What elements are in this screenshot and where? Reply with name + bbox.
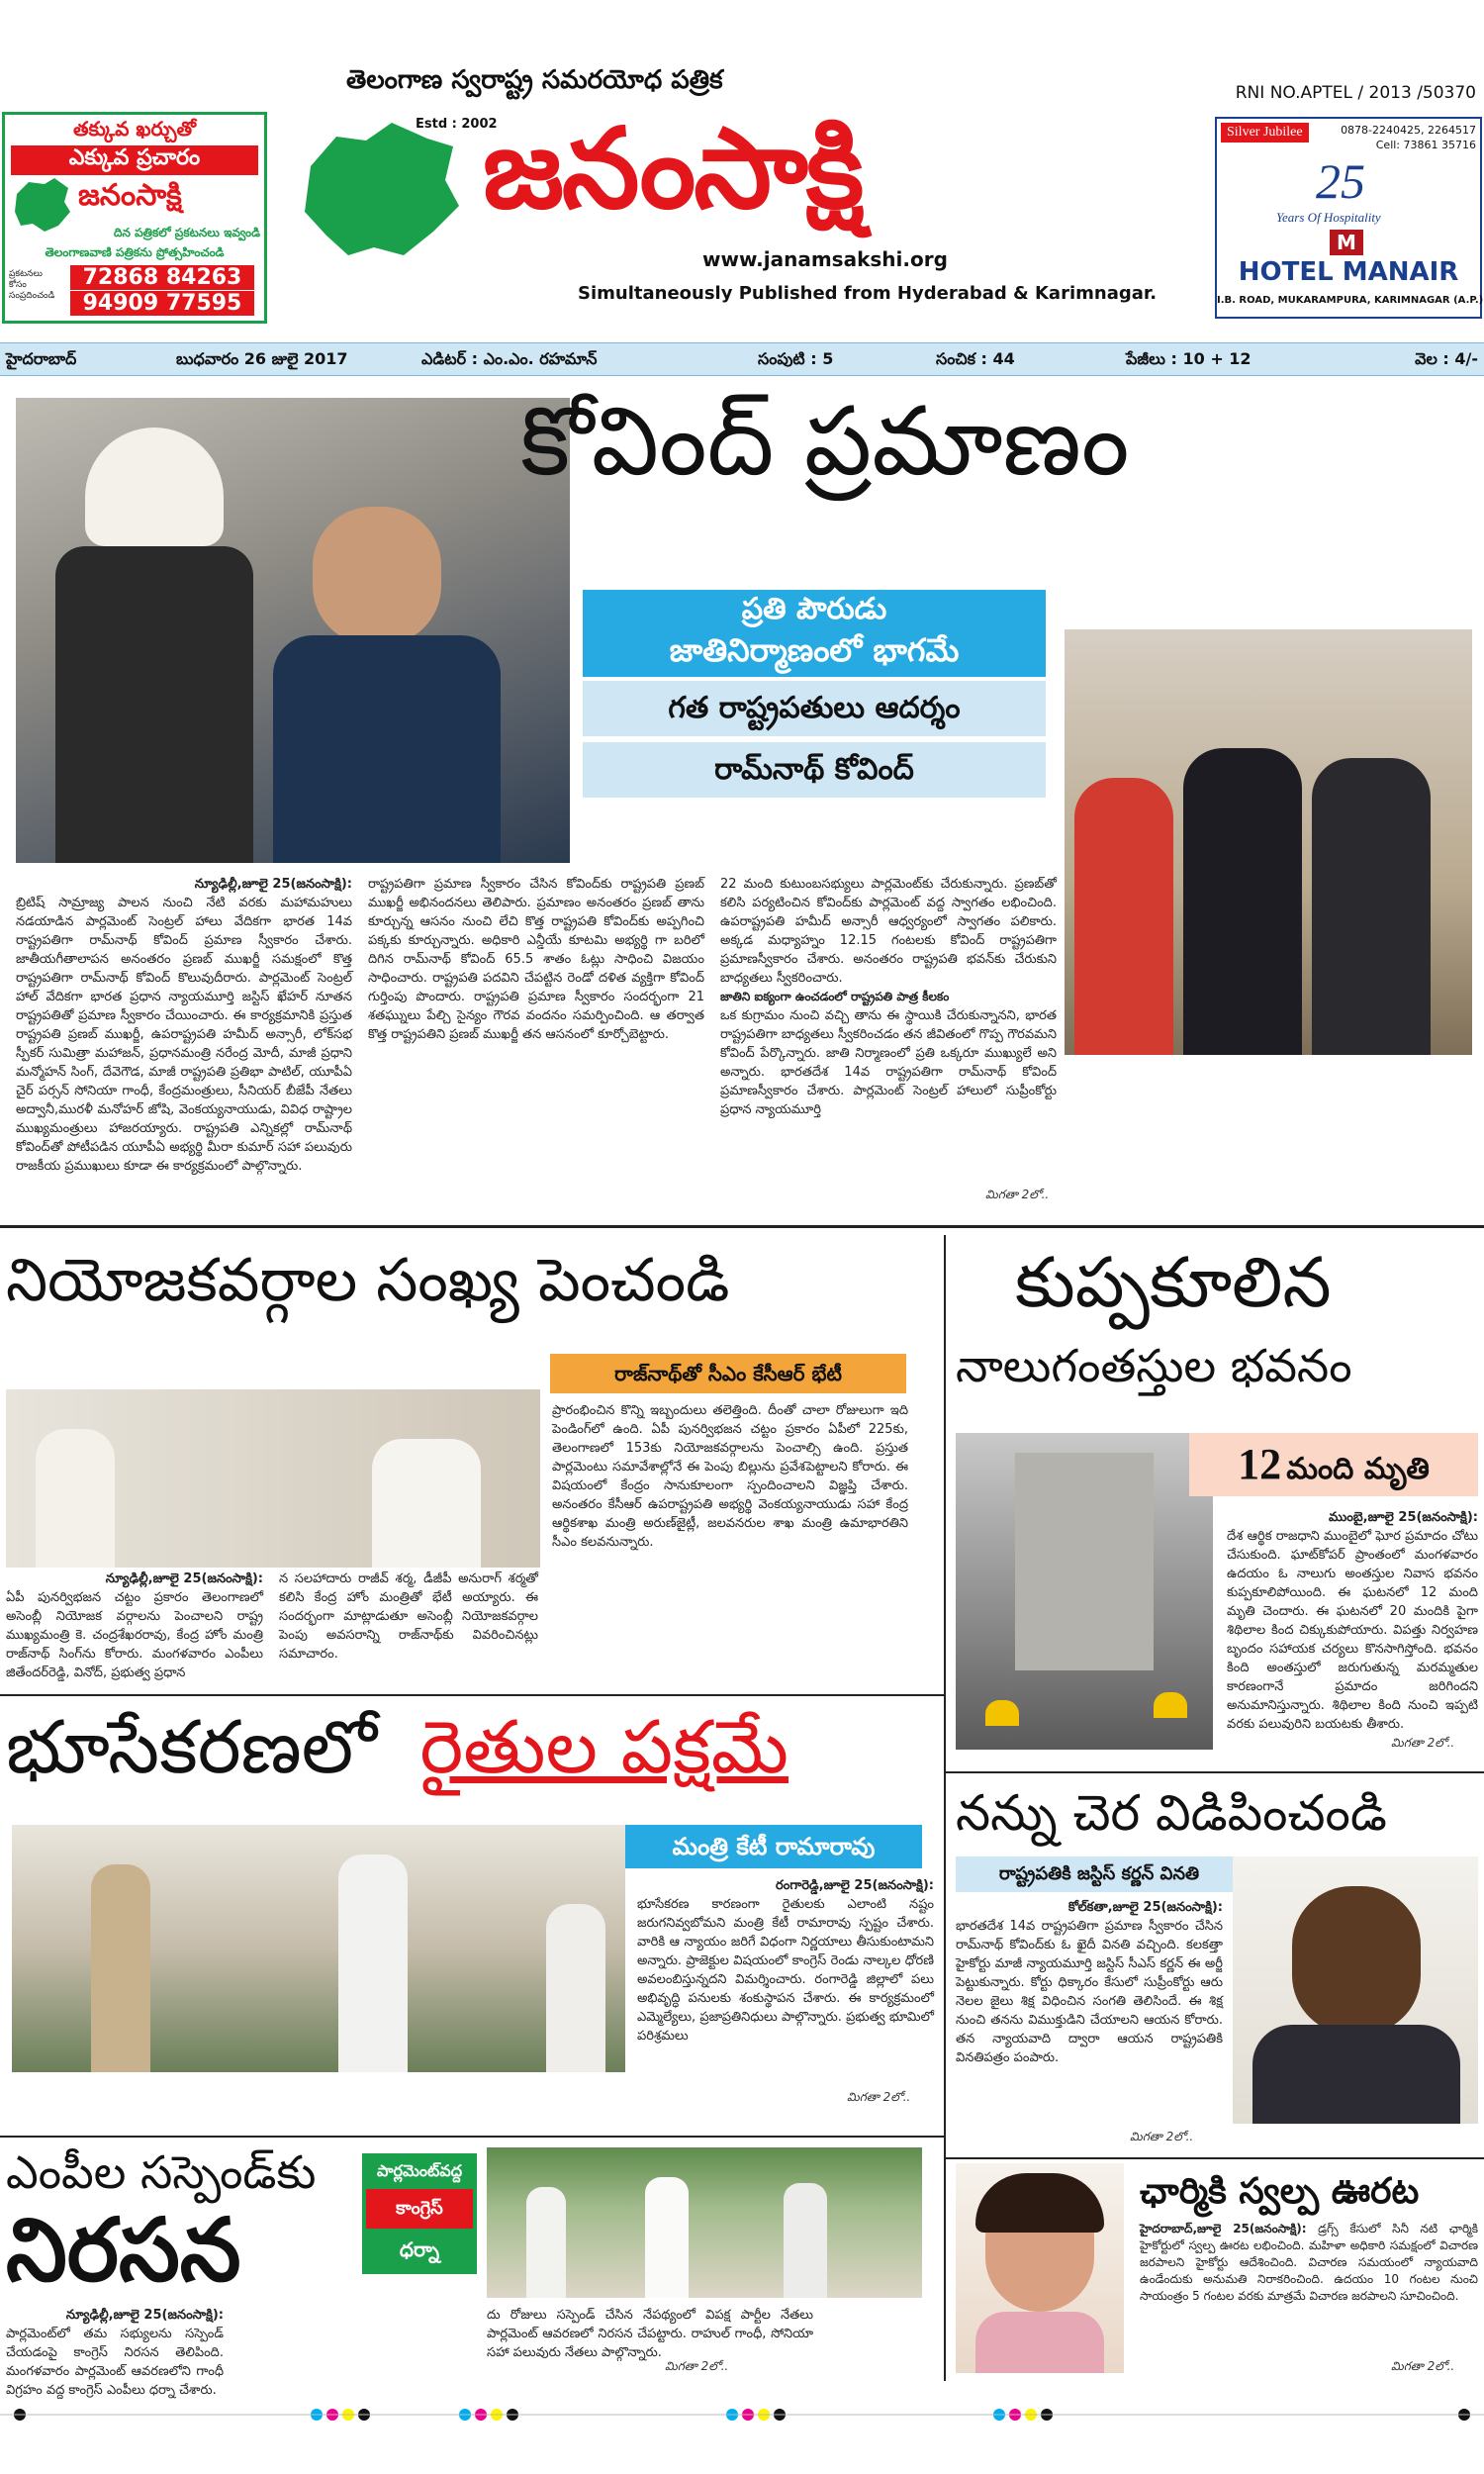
constituency-story	[6, 1235, 936, 1690]
charmi-headline: ఛార్మికి స్వల్ప ఊరట	[1140, 2171, 1420, 2212]
constituency-col-3: ప్రారంభించిన కొన్ని ఇబ్బందులు తలెత్తింది. దీంతో చాలా రోజులుగా ఇది పెండింగ్‌లో ఉంది. ఏపీ పునర్విభజన చట్టం ప్రకారం ఏపీలో 225కు, తెలంగాణలో 153కు నియోజకవర్గాలను పెంచాల్సి ఉంది. ప్రస్తుత పార్లమెంటు సమావేశాల్లోనే ఈ పెంపు బిల్లును ప్రవేశపెట్టాలని కోరారు. ఈ విషయంలో కేంద్రం సానుకూలంగా స్పందించాలని విజ్ఞప్తి చేశారు. అనంతరం కేసీఆర్ ఉపరాష్ట్రపతి అభ్యర్థి వెంకయ్యనాయుడు సహా కేంద్ర ఆర్థికశాఖ మంత్రి అరుణ్‌జైట్లీ, జలవనరుల శాఖ మంత్రి ఉమాభారతిని సీఎం కలవనున్నారు.	[552, 1403, 908, 1550]
masthead	[0, 0, 1484, 336]
land-headline-2: రైతుల పక్షమే	[419, 1705, 789, 1790]
justice-photo	[1233, 1856, 1478, 2124]
ad-right-phones	[1341, 123, 1476, 152]
constituency-headline: నియోజకవర్గాల సంఖ్య పెంచండి	[6, 1246, 730, 1315]
mps-dateline: న్యూఢిల్లీ,జూలై 25(జనంసాక్షి):	[65, 2308, 224, 2323]
lead-col-2: రాష్ట్రపతిగా ప్రమాణ స్వీకారం చేసిన కోవింద్‌కు రాష్ట్రపతి ప్రణబ్ ముఖర్జీ అభినందనలు తెలిపారు. ప్రమాణం అనంతరం ప్రణబ్ తాను కూర్చున్న ఆసనం నుంచి లేచి కొత్త రాష్ట్రపతి కోవింద్‌కు అప్పగించి పక్కకు కూర్చున్నారు. అధికారి ఎన్డీయే కూటమి అభ్యర్థి గా బరిలో దిగిన రామ్‌నాథ్ కోవింద్ 65.5 శాతం ఓట్లు సాధించి విజయం సాధించారు. రాష్ట్రపతి పదవిని చేపట్టిన రెండో దళిత వ్యక్తిగా కోవింద్ గుర్తింపు పొందారు. రాష్ట్రపతి ప్రమాణ స్వీకారం సందర్భంగా 21 శతఘ్నులు పేల్చి సైన్యం గౌరవ వందనం సమర్పించింది. ఆ తర్వాత కొత్త రాష్ట్రపతిని ప్రణబ్ ముఖర్జీ తన ఆసనంలో కూర్చోబెట్టారు.	[368, 877, 704, 1042]
ad-right-address: I.B. ROAD, MUKARAMPURA, KARIMNAGAR (A.P.)	[1217, 295, 1484, 306]
collapse-more: మిగతా 2లో..	[1391, 1736, 1455, 1750]
collapse-deaths-box	[1189, 1433, 1478, 1496]
info-price: వెల : 4/-	[1415, 349, 1478, 368]
land-more: మిగతా 2లో..	[847, 2090, 911, 2104]
mps-col1-text: పార్లమెంట్‌లో తమ సభ్యులను సస్పెండ్ చేయడంపై కాంగ్రెస్ నిరసన తెలిపింది. మంగళవారం పార్లమెంట్ ఆవరణలోని గాంధీ విగ్రహం వద్ద కాంగ్రెస్ ఎంపీలు ధర్నా చేశారు.	[6, 2327, 224, 2398]
ad-left	[2, 112, 267, 324]
divider-land	[0, 2136, 944, 2138]
masthead-rni: RNI NO.APTEL / 2013 /50370	[1235, 83, 1476, 103]
mps-headline-1: ఎంపీల సస్పెండ్‌కు	[6, 2145, 317, 2199]
collapse-photo	[956, 1433, 1213, 1750]
ad-left-label-ad: ప్రకటనలు	[9, 269, 43, 279]
divider-justice	[946, 2157, 1484, 2159]
mps-tag-2: కాంగ్రెస్	[366, 2189, 473, 2229]
mps-col-1	[6, 2306, 224, 2398]
lead-subhead: జాతిని ఐక్యంగా ఉంచడంలో రాష్ట్రపతి పాత్ర కీలకం	[720, 990, 950, 1003]
lead-story	[6, 382, 1478, 1213]
justice-dateline: కోల్‌కతా,జూలై 25(జనంసాక్షి):	[1067, 1900, 1223, 1915]
mps-headline-2: నిరసన	[6, 2199, 241, 2301]
info-date: బుధవారం 26 జులై 2017	[176, 349, 348, 368]
lead-quote-4: రామ్‌నాథ్ కోవింద్	[583, 742, 1046, 798]
mps-photo	[487, 2147, 922, 2298]
land-headline-1: భూసేకరణలో	[6, 1705, 377, 1790]
ad-right-hotel: HOTEL MANAIR	[1238, 257, 1459, 287]
constituency-photo	[6, 1389, 540, 1568]
hotel-logo-icon: M	[1330, 230, 1363, 255]
collapse-headline-2: నాలుగంతస్తుల భవనం	[956, 1339, 1352, 1392]
constituency-tag: రాజ్‌నాథ్‌తో సీఎం కేసీఆర్ భేటీ	[550, 1354, 906, 1393]
lead-photo-wave	[1065, 629, 1472, 1055]
justice-body	[956, 1898, 1223, 2132]
lead-col-1	[16, 875, 352, 1172]
land-photo	[12, 1825, 625, 2072]
lead-quote-3: గత రాష్ట్రపతులు ఆదర్శం	[583, 681, 1046, 736]
masthead-website: www.janamsakshi.org	[702, 247, 948, 271]
masthead-title: జనంసాక్షి	[483, 105, 863, 234]
mps-col-2: దు రోజులు సస్పెండ్ చేసిన నేపథ్యంలో విపక్ష పార్టీల నేతలు పార్లమెంట్ ఆవరణలో నిరసన చేపట్టారు. రాహుల్ గాంధీ, సోనియా సహా పలువురు నేతలు పాల్గొన్నారు.	[487, 2308, 813, 2360]
lead-quote-box	[583, 590, 1046, 677]
masthead-tagline: తెలంగాణ స్వరాష్ట్ర సమరయోధ పత్రిక	[346, 65, 723, 95]
ad-right-cell: Cell: 73861 35716	[1375, 139, 1476, 151]
land-body	[637, 1876, 934, 2084]
collapse-body-text: దేశ ఆర్థిక రాజధాని ముంబైలో ఘోర ప్రమాదం చోటు చేసుకుంది. ఘాట్‌కోపర్ ప్రాంతంలో మంగళవారం ఉదయం ఓ నాలుగు అంతస్తుల నివాస భవనం కుప్పకూలిపోయింది. ఈ ఘటనలో 12 మంది మృతి చెందారు. ఈ ఘటనలో 20 మందికి పైగా శిథిలాల కింద చిక్కుకుపోయారు. విపత్తు నిర్వహణ బృందం సహాయక చర్యలు కొనసాగిస్తోంది. భవనం కింది అంతస్తులో జరుగుతున్న మరమ్మతుల కారణంగానే ప్రమాదం జరిగిందని అనుమానిస్తున్నారు. శిథిలాల కింది నుంచి ఇప్పటి వరకు పలువురిని బయటకు తీశారు.	[1227, 1529, 1478, 1732]
collapse-story	[956, 1235, 1478, 1769]
land-tag: మంత్రి కేటీ రామారావు	[625, 1825, 922, 1868]
land-story	[6, 1698, 936, 2126]
info-bar	[0, 342, 1484, 376]
charmi-dateline: హైదరాబాద్,జూలై 25(జనంసాక్షి):	[1140, 2222, 1307, 2236]
justice-body-text: భారతదేశ 14వ రాష్ట్రపతిగా ప్రమాణ స్వీకారం చేసిన రామ్‌నాథ్ కోవింద్‌కు ఓ ఖైదీ వినతి వచ్చింది. కలకత్తా హైకోర్టు మాజీ న్యాయమూర్తి జస్టిస్ సీఎస్ కర్ణన్ ఈ అర్జీ పెట్టుకున్నారు. కోర్టు ధిక్కారం కేసులో సుప్రీంకోర్టు ఆరు నెలల జైలు శిక్ష విధించిన సంగతి తెలిసిందే. ఈ శిక్ష నుంచి తనను విముక్తుడిని చేయాలని ఆయన కోరారు. తన న్యాయవాది ద్వారా ఆయన రాష్ట్రపతికి వినతిపత్రం పంపారు.	[956, 1919, 1223, 2065]
ad-left-line2: ఎక్కువ ప్రచారం	[11, 145, 258, 175]
collapse-dateline: ముంబై,జూలై 25(జనంసాక్షి):	[1329, 1510, 1478, 1525]
ad-left-phone2: 94909 77595	[70, 291, 254, 316]
lead-col1-text: బ్రిటిష్ సామ్రాజ్య పాలన నుంచి నేటి వరకు మహామహులు నడయాడిన పార్లమెంట్ సెంట్రల్ హాలు వేదికగా భారత 14వ రాష్ట్రపతిగా రామ్‌నాథ్ కోవింద్ ప్రమాణ స్వీకారం చేశారు. జాతీయగీతాలాపన అనంతరం ప్రణబ్ ముఖర్జీ సమక్షంలో కొత్త రాష్ట్రపతిగా రామ్‌నాథ్ కోవింద్ కొలువుదీరారు. పార్లమెంట్ సెంట్రల్ హాల్ వేదికగా భారత ప్రధాన న్యాయమూర్తి జస్టిస్ ఖేహర్ నూతన రాష్ట్రపతితో ప్రమాణ స్వీకారం చేయించారు. ఈ కార్యక్రమానికి ప్రస్తుత రాష్ట్రపతి ప్రణబ్ ముఖర్జీ, ఉపరాష్ట్రపతి హమీద్ అన్సారీ, లోక్‌సభ స్పీకర్ సుమిత్రా మహాజన్, ప్రధానమంత్రి నరేంద్ర మోదీ, మాజీ ప్రధాని మన్మోహన్ సింగ్, దేవెగౌడ, మాజీ రాష్ట్రపతి ప్రతిభా పాటిల్, యూపీఏ చైర్ పర్సన్ సోనియా గాంధీ, కేంద్రమంత్రులు, సీనియర్ బీజేపీ నేతలు అద్వానీ,మురళీ మనోహర్ జోషి, వెంకయ్యనాయుడు, వివిధ రాష్ట్రాల ముఖ్యమంత్రులు హాజరయ్యారు. రాష్ట్రపతి ఎన్నికల్లో రామ్‌నాథ్ కోవింద్‌తో పోటీపడిన యూపీఏ అభ్యర్థి మీరా కుమార్ సహా పలువురు రాజకీయ ప్రముఖులు కూడా ఈ కార్యక్రమంలో పాల్గొన్నారు.	[16, 896, 353, 1174]
land-dateline: రంగారెడ్డి,జూలై 25(జనంసాక్షి):	[776, 1878, 934, 1893]
lead-col3b-text: ఒక కుగ్రామం నుంచి వచ్చి తాను ఈ స్థాయికి చేరుకున్నానని, భారత రాష్ట్రపతిగా బాధ్యతలు స్వీకరించడం తన జీవితంలో గొప్ప గౌరవమని కోవింద్ పేర్కొన్నారు. జాతి నిర్మాణంలో ప్రతి ఒక్కరూ ముఖ్యులే అని అన్నారు. భారతదేశ 14వ రాష్ట్రపతిగా రామ్‌నాథ్ కోవింద్ ప్రమాణస్వీకారం చేశారు. పార్లమెంట్ సెంట్రల్ హాలులో సుప్రీంకోర్టు ప్రధాన న్యాయమూర్తి	[720, 1008, 1057, 1117]
divider-collapse	[946, 1771, 1484, 1773]
lead-headline: కోవింద్ ప్రమాణం	[520, 386, 1130, 497]
lead-more: మిగతా 2లో..	[985, 1188, 1050, 1201]
lead-dateline: న్యూఢిల్లీ,జూలై 25(జనంసాక్షి):	[194, 877, 352, 892]
telangana-state-icon	[297, 117, 465, 265]
ad-right-years-text: Years Of Hospitality	[1276, 210, 1381, 225]
divider-vertical-1	[944, 1235, 946, 2381]
masthead-published: Simultaneously Published from Hyderabad & Karimnagar.	[578, 283, 1158, 304]
divider-constituency	[0, 1694, 944, 1696]
land-headline	[6, 1698, 788, 1797]
mps-tag-box	[362, 2153, 477, 2274]
masthead-estd: Estd : 2002	[416, 117, 498, 132]
constituency-col1-text: ఏపీ పునర్విభజన చట్టం ప్రకారం తెలంగాణలో అసెంబ్లీ నియోజక వర్గాలను పెంచాలని రాష్ట్ర ముఖ్యమంత్రి కె. చంద్రశేఖరరావు, కేంద్ర హోం మంత్రి రాజ్‌నాథ్ సింగ్‌ను కోరారు. మంగళవారం ఎంపీలు జితేందర్‌రెడ్డి, వినోద్, ప్రభుత్వ ప్రధాన	[6, 1590, 263, 1680]
lead-col-3	[720, 875, 1057, 1191]
ad-left-line3: దిన పత్రికలో ప్రకటనలు ఇవ్వండి	[114, 226, 260, 239]
mps-more: మిగతా 2లో..	[665, 2359, 729, 2373]
charmi-story	[956, 2163, 1478, 2381]
justice-headline: నన్ను చెర విడిపించండి	[956, 1784, 1387, 1842]
ad-right-phone: 0878-2240425, 2264517	[1341, 124, 1476, 137]
ad-right-jubilee: Silver Jubilee	[1221, 123, 1309, 143]
ad-right-years: 25	[1316, 153, 1365, 209]
justice-more: మిగతా 2లో..	[1130, 2130, 1194, 2143]
ad-left-line4: తెలంగాణవాణి పత్రికను ప్రోత్సహించండి	[45, 245, 225, 259]
constituency-dateline: న్యూఢిల్లీ,జూలై 25(జనంసాక్షి):	[105, 1571, 263, 1586]
charmi-body-text: డ్రగ్స్ కేసులో సినీ నటి ఛార్మికి హైకోర్టులో స్వల్ప ఊరట లభించింది. మహిళా అధికారి సమక్షంలో విచారణ జరపాలని హైకోర్టు ఆదేశించింది. విచారణ సమయంలో న్యాయవాది ఉండేందుకు అనుమతి నిరాకరించింది. ఉదయం 10 గంటల నుంచి సాయంత్రం 5 గంటల వరకు మాత్రమే విచారణ జరపాలని సూచించింది.	[1140, 2222, 1478, 2303]
mps-tag-3: ధర్నా	[399, 2237, 440, 2261]
ad-left-line1: తక్కువ ఖర్చుతో	[72, 117, 197, 141]
ad-left-phone1: 72868 84263	[70, 265, 254, 290]
lead-col3-text: 22 మంది కుటుంబసభ్యులు పార్లమెంట్‌కు చేరుకున్నారు. ప్రణబ్‌తో కలిసి పర్యటించిన కోవింద్‌కు పార్లమెంట్ వద్ద స్వాగతం లభించింది. ఉపరాష్ట్రపతి హమీద్ అన్సారీ ఆధ్వర్యంలో స్వాగతం పలికారు. అక్కడ మధ్యాహ్నం 12.15 గంటలకు కోవింద్ రాష్ట్రపతిగా ప్రమాణస్వీకారం చేశారు. అనంతరం రాష్ట్రపతి భవన్‌కు చేరుకుని బాధ్యతలు స్వీకరించారు.	[720, 877, 1057, 986]
justice-tag: రాష్ట్రపతికి జస్టిస్ కర్ణన్ వినతి	[956, 1856, 1243, 1892]
collapse-body	[1227, 1508, 1478, 1732]
collapse-deaths-text: మంది మృతి	[1286, 1452, 1430, 1486]
ad-right	[1215, 117, 1482, 319]
lead-quote-1: ప్రతి పౌరుడు	[741, 592, 887, 626]
mps-story	[6, 2141, 936, 2398]
info-editor: ఎడిటర్ : ఎం.ఎం. రహమాన్	[421, 349, 598, 368]
info-volume: సంపుటి : 5	[758, 349, 834, 368]
info-city: హైదరాబాద్	[6, 349, 77, 368]
justice-story	[956, 1777, 1478, 2151]
collapse-deaths-num: 12	[1238, 1440, 1282, 1488]
charmi-photo	[956, 2163, 1124, 2373]
constituency-col-1	[6, 1570, 263, 1678]
collapse-headline-1: కుప్పకూలిన	[1015, 1242, 1332, 1323]
ad-left-contact-label	[9, 269, 66, 302]
charmi-body	[1140, 2221, 1478, 2359]
divider-lead	[0, 1225, 1484, 1228]
ad-left-brand: జనంసాక్షి	[78, 178, 182, 213]
lead-photo-oath	[16, 398, 570, 863]
info-issue: సంచిక : 44	[936, 349, 1015, 368]
ad-left-label-contact: కోసం సంప్రదించండి	[9, 280, 55, 301]
print-registration-bar	[0, 2405, 1484, 2425]
constituency-col-2: న సలహాదారు రాజీవ్ శర్మ, డీజీపీ అనురాగ్ శర్మతో కలిసి కేంద్ర హోం మంత్రితో భేటీ అయ్యారు. ఈ సందర్భంగా మాట్లాడుతూ అసెంబ్లీ నియోజకవర్గాల పెంపు అవసరాన్ని రాజ్‌నాథ్‌కు వివరించినట్లు సమాచారం.	[279, 1571, 538, 1662]
charmi-more: మిగతా 2లో..	[1391, 2359, 1455, 2373]
mps-tag-1: పార్లమెంట్‌వద్ద	[376, 2161, 463, 2180]
land-body-text: భూసేకరణ కారణంగా రైతులకు ఎలాంటి నష్టం జరుగనివ్వబోమని మంత్రి కేటీ రామారావు స్పష్టం చేశారు. వారికి ఆ న్యాయం జరిగే విధంగా నిర్ణయాలు తీసుకుంటామని అన్నారు. ప్రాజెక్టుల విషయంలో కాంగ్రెస్ రెండు నాల్కల ధోరణి అవలంబిస్తున్నదని విమర్శించారు. రంగారెడ్డి జిల్లాలో పలు అభివృద్ధి పనులకు శంకుస్థాపన చేశారు. ఈ కార్యక్రమంలో ఎమ్మెల్యేలు, ప్రజాప్రతినిధులు పాల్గొన్నారు. ప్రభుత్వ భూమిలో పరిశ్రమలు	[637, 1897, 934, 2044]
lead-quote-2: జాతినిర్మాణంలో భాగమే	[669, 631, 960, 669]
info-pages: పేజీలు : 10 + 12	[1126, 349, 1252, 368]
